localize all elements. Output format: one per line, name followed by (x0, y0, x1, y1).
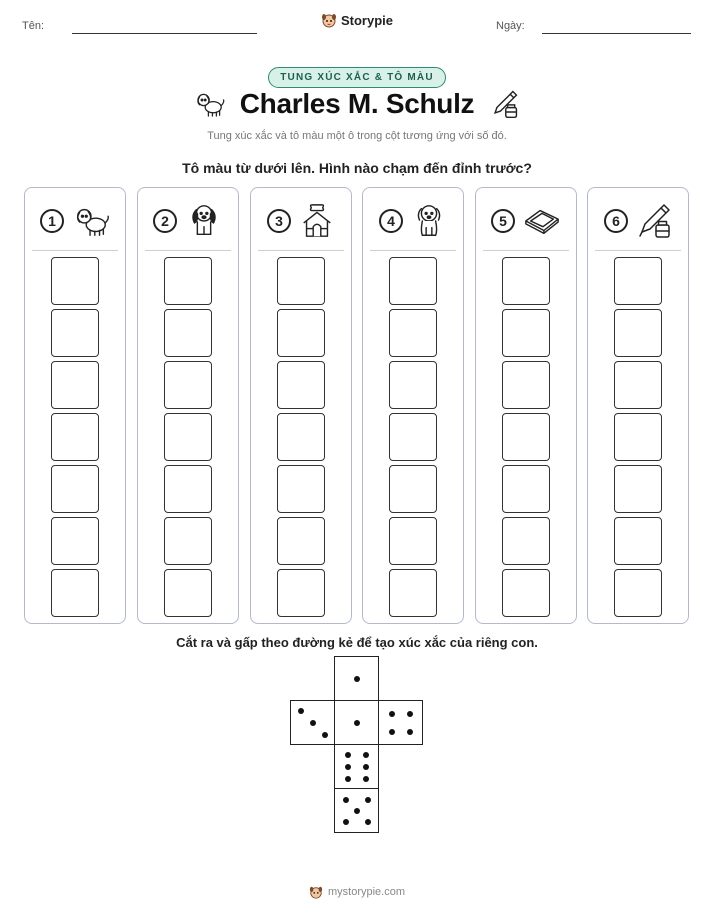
dice-pip (354, 676, 360, 682)
color-cell[interactable] (51, 413, 99, 461)
color-cell[interactable] (502, 413, 550, 461)
color-cell[interactable] (277, 257, 325, 305)
dice-pip (310, 720, 316, 726)
color-cell[interactable] (502, 465, 550, 513)
beagle-dog-icon (185, 202, 223, 240)
dice-pip (354, 808, 360, 814)
puppy-sitting-icon (411, 202, 447, 240)
color-cell[interactable] (51, 257, 99, 305)
color-cell[interactable] (277, 517, 325, 565)
column-5 (475, 187, 577, 624)
dice-pip (363, 764, 369, 770)
color-cell[interactable] (389, 309, 437, 357)
color-cell[interactable] (164, 413, 212, 461)
dice-pip (389, 729, 395, 735)
dice-pip (298, 708, 304, 714)
column-4 (362, 187, 464, 624)
instruction: Tô màu từ dưới lên. Hình nào chạm đến đỉnh trước? (182, 160, 532, 176)
storypie-logo (0, 12, 714, 33)
date-label: Ngày: (496, 20, 525, 32)
color-cell[interactable] (614, 569, 662, 617)
color-cell[interactable] (502, 309, 550, 357)
dice-pip (354, 720, 360, 726)
color-cell[interactable] (614, 309, 662, 357)
column-divider (483, 250, 569, 251)
color-cell[interactable] (51, 569, 99, 617)
dice-pip (322, 732, 328, 738)
column-3 (250, 187, 352, 624)
color-cell[interactable] (502, 361, 550, 409)
dice-pip (345, 752, 351, 758)
dice-pip (363, 776, 369, 782)
color-cell[interactable] (389, 361, 437, 409)
subtitle: Tung xúc xắc và tô màu một ô trong cột tương ứng với số đó. (207, 130, 507, 142)
puppy-icon (194, 90, 226, 118)
dice-pip (345, 776, 351, 782)
dice-pip (343, 797, 349, 803)
color-cell[interactable] (502, 257, 550, 305)
doghouse-icon (299, 202, 335, 240)
color-cell[interactable] (277, 309, 325, 357)
column-number: 3 (267, 209, 291, 233)
color-cell[interactable] (389, 465, 437, 513)
dice-face-1-center (334, 700, 379, 745)
column-1 (24, 187, 126, 624)
color-cell[interactable] (164, 257, 212, 305)
dice-pip (389, 711, 395, 717)
dice-pip (365, 797, 371, 803)
footer (0, 885, 714, 899)
dice-face-5 (334, 788, 379, 833)
column-2 (137, 187, 239, 624)
column-divider (32, 250, 118, 251)
color-cell[interactable] (164, 517, 212, 565)
pen-and-ink-icon (488, 88, 520, 120)
color-cell[interactable] (277, 413, 325, 461)
dice-face-6 (334, 744, 379, 789)
name-label: Tên: (22, 20, 45, 32)
column-number: 6 (604, 209, 628, 233)
color-cell[interactable] (164, 309, 212, 357)
color-cell[interactable] (614, 465, 662, 513)
date-line (542, 33, 691, 34)
color-cell[interactable] (389, 257, 437, 305)
dice-pip (343, 819, 349, 825)
comic-book-icon (523, 206, 561, 236)
dice-pip (345, 764, 351, 770)
color-cell[interactable] (389, 413, 437, 461)
pen-and-ink-icon (636, 202, 672, 240)
column-number: 4 (379, 209, 403, 233)
dice-pip (407, 711, 413, 717)
dice-pip (365, 819, 371, 825)
color-cell[interactable] (502, 517, 550, 565)
color-cell[interactable] (614, 413, 662, 461)
column-divider (145, 250, 231, 251)
color-cell[interactable] (164, 361, 212, 409)
storypie-mascot-icon (321, 12, 337, 28)
column-number: 1 (40, 209, 64, 233)
color-cell[interactable] (389, 569, 437, 617)
storypie-mascot-icon (309, 885, 323, 899)
color-cell[interactable] (51, 517, 99, 565)
column-number: 2 (153, 209, 177, 233)
column-divider (595, 250, 681, 251)
dice-face-3 (290, 700, 335, 745)
dice-pip (363, 752, 369, 758)
column-6 (587, 187, 689, 624)
color-cell[interactable] (51, 309, 99, 357)
footer-url[interactable]: mystorypie.com (327, 886, 406, 898)
cut-instruction: Cắt ra và gấp theo đường kẻ để tạo xúc xắc của riêng con. (176, 635, 538, 650)
column-number: 5 (491, 209, 515, 233)
dice-face-1 (334, 656, 379, 701)
color-cell[interactable] (277, 465, 325, 513)
color-cell[interactable] (164, 569, 212, 617)
dice-net (290, 656, 424, 834)
color-cell[interactable] (164, 465, 212, 513)
page-title: Charles M. Schulz (239, 88, 475, 119)
color-cell[interactable] (614, 517, 662, 565)
color-cell[interactable] (614, 257, 662, 305)
color-cell[interactable] (502, 569, 550, 617)
color-cell[interactable] (277, 361, 325, 409)
color-cell[interactable] (51, 465, 99, 513)
puppy-icon (72, 204, 110, 238)
color-cell[interactable] (389, 517, 437, 565)
column-divider (370, 250, 456, 251)
dice-pip (407, 729, 413, 735)
dice-face-4 (378, 700, 423, 745)
logo-text: Storypie (340, 12, 393, 28)
color-cell[interactable] (614, 361, 662, 409)
activity-badge: TUNG XÚC XẮC & TÔ MÀU (268, 67, 446, 88)
name-line (72, 33, 257, 34)
color-cell[interactable] (277, 569, 325, 617)
color-cell[interactable] (51, 361, 99, 409)
column-divider (258, 250, 344, 251)
